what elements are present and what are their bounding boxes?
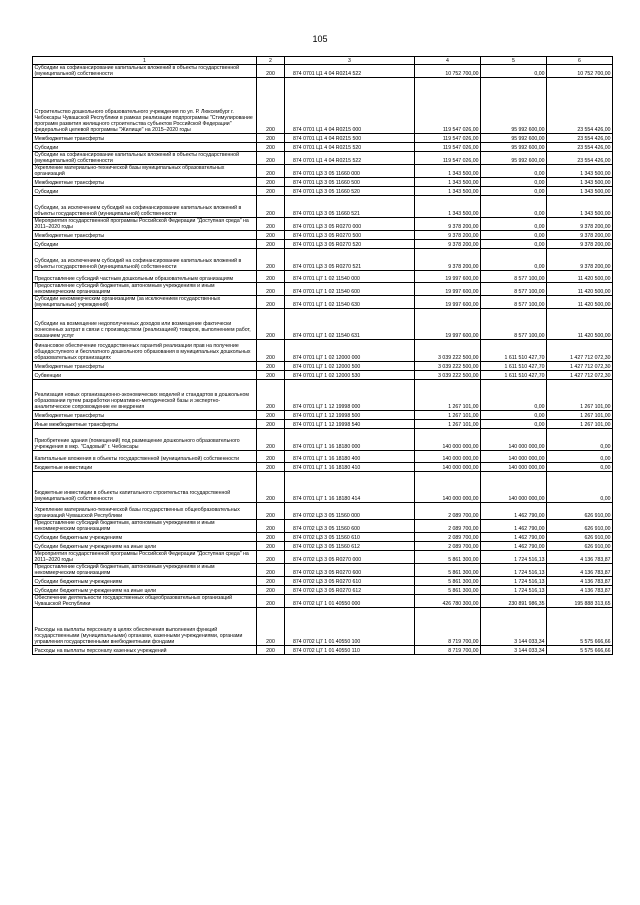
row-unexecuted-amount: 11 420 500,00 xyxy=(547,309,613,340)
row-description: Субсидии xyxy=(33,187,257,196)
row-classification-code: 874 0702 Ц3 3 05 11560 612 xyxy=(285,542,415,551)
table-row xyxy=(33,296,613,309)
table-row xyxy=(33,577,613,586)
row-line-code: 200 xyxy=(257,595,285,608)
row-executed-amount: 0,00 xyxy=(481,65,547,78)
row-executed-amount: 140 000 000,00 xyxy=(481,429,547,451)
table-row xyxy=(33,542,613,551)
row-classification-code: 874 0701 Ц7 1 02 11540 000 xyxy=(285,271,415,283)
row-approved-amount: 9 378 200,00 xyxy=(415,218,481,231)
table-row xyxy=(33,463,613,472)
row-unexecuted-amount: 9 378 200,00 xyxy=(547,231,613,240)
row-executed-amount: 8 577 100,00 xyxy=(481,296,547,309)
table-row xyxy=(33,595,613,608)
table-row xyxy=(33,420,613,429)
table-row xyxy=(33,472,613,503)
row-description: Расходы на выплаты персоналу в целях обеспечения выполнения функций государственными (муниципальными) органами, казенными учреждениями, органами управления государственными внебюджетными фондами xyxy=(33,608,257,646)
row-executed-amount: 8 577 100,00 xyxy=(481,271,547,283)
row-approved-amount: 19 997 600,00 xyxy=(415,271,481,283)
row-description: Мероприятия государственной программы Российской Федерации "Доступная среда" на 2011–2020 годы xyxy=(33,551,257,564)
row-approved-amount: 140 000 000,00 xyxy=(415,463,481,472)
row-executed-amount: 1 462 790,00 xyxy=(481,542,547,551)
row-line-code: 200 xyxy=(257,309,285,340)
row-executed-amount: 95 992 600,00 xyxy=(481,78,547,134)
row-classification-code: 874 0701 Ц7 1 02 11540 631 xyxy=(285,309,415,340)
row-executed-amount: 0,00 xyxy=(481,411,547,420)
row-classification-code: 874 0701 Ц7 1 02 12000 000 xyxy=(285,340,415,362)
row-line-code: 200 xyxy=(257,249,285,271)
row-approved-amount: 5 861 300,00 xyxy=(415,586,481,595)
header-cell: 5 xyxy=(481,57,547,65)
row-description: Обеспечение деятельности государственных общеобразовательных организаций Чувашской Республики xyxy=(33,595,257,608)
header-row xyxy=(33,57,613,65)
row-approved-amount: 9 378 200,00 xyxy=(415,231,481,240)
row-approved-amount: 426 780 300,00 xyxy=(415,595,481,608)
row-executed-amount: 3 144 033,34 xyxy=(481,608,547,646)
row-line-code: 200 xyxy=(257,196,285,218)
row-unexecuted-amount: 9 378 200,00 xyxy=(547,240,613,249)
header-cell: 4 xyxy=(415,57,481,65)
row-line-code: 200 xyxy=(257,420,285,429)
table-row xyxy=(33,283,613,296)
row-executed-amount: 0,00 xyxy=(481,240,547,249)
row-unexecuted-amount: 1 343 500,00 xyxy=(547,187,613,196)
table-row xyxy=(33,380,613,411)
row-unexecuted-amount: 23 554 426,00 xyxy=(547,143,613,152)
table-row xyxy=(33,165,613,178)
row-description: Укрепление материально-технической базы государственных общеобразовательных организаций Чувашской Республики xyxy=(33,503,257,520)
row-description: Межбюджетные трансферты xyxy=(33,411,257,420)
row-unexecuted-amount: 4 136 783,87 xyxy=(547,586,613,595)
table-row xyxy=(33,231,613,240)
table-row xyxy=(33,429,613,451)
row-line-code: 200 xyxy=(257,371,285,380)
row-classification-code: 874 0701 Ц3 3 05 R0270 500 xyxy=(285,231,415,240)
row-approved-amount: 3 039 222 500,00 xyxy=(415,362,481,371)
row-unexecuted-amount: 1 267 101,00 xyxy=(547,380,613,411)
row-approved-amount: 1 267 101,00 xyxy=(415,411,481,420)
row-unexecuted-amount: 10 752 700,00 xyxy=(547,65,613,78)
row-approved-amount: 9 378 200,00 xyxy=(415,240,481,249)
row-executed-amount: 1 462 790,00 xyxy=(481,503,547,520)
row-unexecuted-amount: 4 136 783,87 xyxy=(547,551,613,564)
row-line-code: 200 xyxy=(257,65,285,78)
row-line-code: 200 xyxy=(257,152,285,165)
table-row xyxy=(33,451,613,463)
row-classification-code: 874 0701 Ц7 1 02 12000 530 xyxy=(285,371,415,380)
row-unexecuted-amount: 5 575 666,66 xyxy=(547,608,613,646)
row-description: Субсидии бюджетным учреждениям на иные цели xyxy=(33,542,257,551)
row-classification-code: 874 0701 Ц3 3 05 11660 521 xyxy=(285,196,415,218)
row-classification-code: 874 0702 Ц3 3 05 R0270 600 xyxy=(285,564,415,577)
row-classification-code: 874 0701 Ц7 1 16 18180 000 xyxy=(285,429,415,451)
row-executed-amount: 140 000 000,00 xyxy=(481,463,547,472)
table-row xyxy=(33,411,613,420)
row-unexecuted-amount: 11 420 500,00 xyxy=(547,283,613,296)
row-unexecuted-amount: 11 420 500,00 xyxy=(547,296,613,309)
row-unexecuted-amount: 1 343 500,00 xyxy=(547,165,613,178)
row-unexecuted-amount: 626 910,00 xyxy=(547,533,613,542)
row-approved-amount: 19 997 600,00 xyxy=(415,296,481,309)
row-approved-amount: 19 997 600,00 xyxy=(415,309,481,340)
row-line-code: 200 xyxy=(257,178,285,187)
row-line-code: 200 xyxy=(257,187,285,196)
table-row xyxy=(33,309,613,340)
row-executed-amount: 0,00 xyxy=(481,196,547,218)
row-line-code: 200 xyxy=(257,472,285,503)
row-line-code: 200 xyxy=(257,586,285,595)
row-description: Мероприятия государственной программы Российской Федерации "Доступная среда" на 2011–2020 годы xyxy=(33,218,257,231)
table-row xyxy=(33,134,613,143)
row-classification-code: 874 0701 Ц7 1 16 18180 414 xyxy=(285,472,415,503)
row-approved-amount: 8 719 700,00 xyxy=(415,608,481,646)
row-executed-amount: 1 462 790,00 xyxy=(481,533,547,542)
row-classification-code: 874 0701 Ц7 1 02 12000 500 xyxy=(285,362,415,371)
row-classification-code: 874 0701 Ц7 1 16 18180 400 xyxy=(285,451,415,463)
table-row xyxy=(33,78,613,134)
row-executed-amount: 1 611 510 427,70 xyxy=(481,371,547,380)
row-approved-amount: 3 039 222 500,00 xyxy=(415,340,481,362)
row-approved-amount: 9 378 200,00 xyxy=(415,249,481,271)
row-line-code: 200 xyxy=(257,429,285,451)
row-classification-code: 874 0702 Ц7 1 01 40550 000 xyxy=(285,595,415,608)
row-unexecuted-amount: 9 378 200,00 xyxy=(547,249,613,271)
row-unexecuted-amount: 23 554 426,00 xyxy=(547,78,613,134)
row-classification-code: 874 0701 Ц7 1 02 11540 600 xyxy=(285,283,415,296)
table-row xyxy=(33,362,613,371)
row-approved-amount: 2 089 700,00 xyxy=(415,542,481,551)
row-executed-amount: 230 891 986,35 xyxy=(481,595,547,608)
row-unexecuted-amount: 4 136 783,87 xyxy=(547,564,613,577)
row-classification-code: 874 0702 Ц7 1 01 40550 110 xyxy=(285,646,415,655)
row-classification-code: 874 0702 Ц3 3 05 R0270 000 xyxy=(285,551,415,564)
row-approved-amount: 1 343 500,00 xyxy=(415,178,481,187)
table-row xyxy=(33,143,613,152)
row-description: Предоставление субсидий частным дошкольным образовательным организациям xyxy=(33,271,257,283)
row-unexecuted-amount: 1 267 101,00 xyxy=(547,420,613,429)
row-executed-amount: 140 000 000,00 xyxy=(481,472,547,503)
row-description: Субсидии бюджетным учреждениям xyxy=(33,577,257,586)
row-unexecuted-amount: 626 910,00 xyxy=(547,520,613,533)
row-description: Субсидии на софинансирование капитальных вложений в объекты государственной (муниципальной) собственности xyxy=(33,65,257,78)
row-approved-amount: 119 547 026,00 xyxy=(415,143,481,152)
row-description: Бюджетные инвестиции xyxy=(33,463,257,472)
row-unexecuted-amount: 5 575 666,66 xyxy=(547,646,613,655)
row-classification-code: 874 0701 Ц1 4 04 R0215 000 xyxy=(285,78,415,134)
row-executed-amount: 140 000 000,00 xyxy=(481,451,547,463)
table-row xyxy=(33,564,613,577)
row-approved-amount: 8 719 700,00 xyxy=(415,646,481,655)
table-row xyxy=(33,240,613,249)
row-line-code: 200 xyxy=(257,296,285,309)
budget-table xyxy=(32,56,613,655)
row-description: Приобретение здания (помещений) под размещение дошкольного образовательного учреждения в мкр. "Садовый" г. Чебоксары xyxy=(33,429,257,451)
row-approved-amount: 2 089 700,00 xyxy=(415,533,481,542)
row-description: Субсидии на софинансирование капитальных вложений в объекты государственной (муниципальной) собственности xyxy=(33,152,257,165)
row-classification-code: 874 0702 Ц3 3 05 11560 600 xyxy=(285,520,415,533)
row-classification-code: 874 0701 Ц3 3 05 R0270 000 xyxy=(285,218,415,231)
row-executed-amount: 0,00 xyxy=(481,218,547,231)
row-approved-amount: 119 547 026,00 xyxy=(415,134,481,143)
row-approved-amount: 119 547 026,00 xyxy=(415,152,481,165)
table-row xyxy=(33,152,613,165)
row-line-code: 200 xyxy=(257,646,285,655)
row-executed-amount: 8 577 100,00 xyxy=(481,283,547,296)
table-row xyxy=(33,271,613,283)
row-executed-amount: 0,00 xyxy=(481,420,547,429)
row-line-code: 200 xyxy=(257,411,285,420)
row-classification-code: 874 0701 Ц1 4 04 R0215 522 xyxy=(285,152,415,165)
row-description: Предоставление субсидий бюджетным, автономным учреждениям и иным некоммерческим организациям xyxy=(33,283,257,296)
row-description: Межбюджетные трансферты xyxy=(33,134,257,143)
row-description: Реализация новых организационно-экономических моделей и стандартов в дошкольном образовании путем разработки нормативно-методической базы и экспертно-аналитическое сопровождение ее внедрения xyxy=(33,380,257,411)
table-row xyxy=(33,503,613,520)
row-description: Предоставление субсидий бюджетным, автономным учреждениям и иным некоммерческим организациям xyxy=(33,520,257,533)
row-approved-amount: 3 039 222 500,00 xyxy=(415,371,481,380)
row-unexecuted-amount: 23 554 426,00 xyxy=(547,134,613,143)
row-unexecuted-amount: 626 910,00 xyxy=(547,503,613,520)
table-row xyxy=(33,249,613,271)
row-approved-amount: 19 997 600,00 xyxy=(415,283,481,296)
row-approved-amount: 1 267 101,00 xyxy=(415,380,481,411)
row-unexecuted-amount: 0,00 xyxy=(547,451,613,463)
table-row xyxy=(33,520,613,533)
row-line-code: 200 xyxy=(257,143,285,152)
row-line-code: 200 xyxy=(257,134,285,143)
row-description: Предоставление субсидий бюджетным, автономным учреждениям и иным некоммерческим организациям xyxy=(33,564,257,577)
row-line-code: 200 xyxy=(257,542,285,551)
row-line-code: 200 xyxy=(257,362,285,371)
row-line-code: 200 xyxy=(257,608,285,646)
table-row xyxy=(33,65,613,78)
row-approved-amount: 140 000 000,00 xyxy=(415,451,481,463)
row-line-code: 200 xyxy=(257,380,285,411)
row-description: Субсидии бюджетным учреждениям xyxy=(33,533,257,542)
row-description: Межбюджетные трансферты xyxy=(33,231,257,240)
table-row xyxy=(33,371,613,380)
row-line-code: 200 xyxy=(257,271,285,283)
table-row xyxy=(33,646,613,655)
row-line-code: 200 xyxy=(257,503,285,520)
row-approved-amount: 5 861 300,00 xyxy=(415,577,481,586)
table-row xyxy=(33,533,613,542)
row-description: Бюджетные инвестиции в объекты капитального строительства государственной (муниципальной) собственности xyxy=(33,472,257,503)
row-description: Субсидии бюджетным учреждениям на иные цели xyxy=(33,586,257,595)
row-approved-amount: 10 752 700,00 xyxy=(415,65,481,78)
row-description: Субвенции xyxy=(33,371,257,380)
row-unexecuted-amount: 1 427 712 072,30 xyxy=(547,362,613,371)
row-line-code: 200 xyxy=(257,283,285,296)
row-approved-amount: 119 547 026,00 xyxy=(415,78,481,134)
row-unexecuted-amount: 11 420 500,00 xyxy=(547,271,613,283)
row-description: Субсидии xyxy=(33,240,257,249)
row-classification-code: 874 0702 Ц3 3 05 11560 610 xyxy=(285,533,415,542)
row-unexecuted-amount: 9 378 200,00 xyxy=(547,218,613,231)
table-row xyxy=(33,196,613,218)
row-classification-code: 874 0701 Ц1 4 04 R0214 522 xyxy=(285,65,415,78)
table-row xyxy=(33,608,613,646)
row-line-code: 200 xyxy=(257,340,285,362)
row-classification-code: 874 0701 Ц3 3 05 11660 000 xyxy=(285,165,415,178)
header-cell: 1 xyxy=(33,57,257,65)
row-executed-amount: 95 992 600,00 xyxy=(481,152,547,165)
row-unexecuted-amount: 195 888 313,65 xyxy=(547,595,613,608)
row-line-code: 200 xyxy=(257,533,285,542)
row-description: Расходы на выплаты персоналу казенных учреждений xyxy=(33,646,257,655)
table-row xyxy=(33,586,613,595)
row-approved-amount: 140 000 000,00 xyxy=(415,429,481,451)
row-unexecuted-amount: 0,00 xyxy=(547,429,613,451)
row-executed-amount: 8 577 100,00 xyxy=(481,309,547,340)
row-classification-code: 874 0702 Ц3 3 05 R0270 612 xyxy=(285,586,415,595)
row-unexecuted-amount: 0,00 xyxy=(547,463,613,472)
row-unexecuted-amount: 626 910,00 xyxy=(547,542,613,551)
row-approved-amount: 5 861 300,00 xyxy=(415,564,481,577)
row-unexecuted-amount: 1 427 712 072,30 xyxy=(547,340,613,362)
row-unexecuted-amount: 23 554 426,00 xyxy=(547,152,613,165)
row-executed-amount: 1 724 516,13 xyxy=(481,551,547,564)
header-cell: 2 xyxy=(257,57,285,65)
row-line-code: 200 xyxy=(257,520,285,533)
row-executed-amount: 1 724 516,13 xyxy=(481,586,547,595)
table-row xyxy=(33,218,613,231)
row-executed-amount: 1 724 516,13 xyxy=(481,577,547,586)
row-classification-code: 874 0701 Ц7 1 02 11540 630 xyxy=(285,296,415,309)
row-classification-code: 874 0702 Ц3 3 05 11560 000 xyxy=(285,503,415,520)
row-approved-amount: 140 000 000,00 xyxy=(415,472,481,503)
row-approved-amount: 2 089 700,00 xyxy=(415,503,481,520)
row-approved-amount: 5 861 300,00 xyxy=(415,551,481,564)
row-approved-amount: 2 089 700,00 xyxy=(415,520,481,533)
row-executed-amount: 1 611 510 427,70 xyxy=(481,340,547,362)
row-unexecuted-amount: 1 267 101,00 xyxy=(547,411,613,420)
page-number: 105 xyxy=(312,34,328,44)
row-classification-code: 874 0701 Ц3 3 05 11660 520 xyxy=(285,187,415,196)
row-executed-amount: 3 144 033,34 xyxy=(481,646,547,655)
row-description: Межбюджетные трансферты xyxy=(33,178,257,187)
row-line-code: 200 xyxy=(257,218,285,231)
table-row xyxy=(33,178,613,187)
row-executed-amount: 0,00 xyxy=(481,165,547,178)
table-row xyxy=(33,187,613,196)
row-classification-code: 874 0701 Ц7 1 12 19998 540 xyxy=(285,420,415,429)
row-line-code: 200 xyxy=(257,240,285,249)
row-classification-code: 874 0701 Ц7 1 12 19998 500 xyxy=(285,411,415,420)
row-approved-amount: 1 267 101,00 xyxy=(415,420,481,429)
row-executed-amount: 95 992 600,00 xyxy=(481,143,547,152)
row-description: Капитальные вложения в объекты государственной (муниципальной) собственности xyxy=(33,451,257,463)
row-line-code: 200 xyxy=(257,551,285,564)
row-description: Межбюджетные трансферты xyxy=(33,362,257,371)
row-unexecuted-amount: 4 136 783,87 xyxy=(547,577,613,586)
table-row xyxy=(33,340,613,362)
row-description: Субсидии, за исключением субсидий на софинансирование капитальных вложений в объекты государственной (муниципальной) собственности xyxy=(33,249,257,271)
row-classification-code: 874 0702 Ц3 3 05 R0270 610 xyxy=(285,577,415,586)
row-unexecuted-amount: 1 343 500,00 xyxy=(547,196,613,218)
row-executed-amount: 1 611 510 427,70 xyxy=(481,362,547,371)
table-row xyxy=(33,551,613,564)
row-description: Укрепление материально-технической базы муниципальных образовательных организаций xyxy=(33,165,257,178)
row-approved-amount: 1 343 500,00 xyxy=(415,187,481,196)
row-classification-code: 874 0701 Ц1 4 04 R0215 520 xyxy=(285,143,415,152)
row-classification-code: 874 0701 Ц7 1 16 18180 410 xyxy=(285,463,415,472)
row-description: Строительство дошкольного образовательного учреждения по ул. Р. Люксембург г. Чебоксары Чувашской Республики в рамках реализации подпрограммы "Стимулирование программ развития жилищного строительства субъектов Российской Федерации" федеральной целевой программы "Жилище" на 2015–2020 годы xyxy=(33,78,257,134)
header-cell: 3 xyxy=(285,57,415,65)
row-executed-amount: 0,00 xyxy=(481,380,547,411)
row-description: Субсидии xyxy=(33,143,257,152)
row-description: Субсидии на возмещение недополученных доходов или возмещение фактически понесенных затрат в связи с производством (реализацией) товаров, выполнением работ, оказанием услуг xyxy=(33,309,257,340)
row-executed-amount: 0,00 xyxy=(481,178,547,187)
row-classification-code: 874 0701 Ц7 1 12 19998 000 xyxy=(285,380,415,411)
row-line-code: 200 xyxy=(257,451,285,463)
row-unexecuted-amount: 1 343 500,00 xyxy=(547,178,613,187)
row-line-code: 200 xyxy=(257,78,285,134)
row-approved-amount: 1 343 500,00 xyxy=(415,165,481,178)
row-classification-code: 874 0702 Ц7 1 01 40550 100 xyxy=(285,608,415,646)
row-classification-code: 874 0701 Ц3 3 05 11660 500 xyxy=(285,178,415,187)
row-unexecuted-amount: 0,00 xyxy=(547,472,613,503)
row-approved-amount: 1 343 500,00 xyxy=(415,196,481,218)
row-line-code: 200 xyxy=(257,463,285,472)
row-description: Субсидии, за исключением субсидий на софинансирование капитальных вложений в объекты государственной (муниципальной) собственности xyxy=(33,196,257,218)
row-executed-amount: 95 992 600,00 xyxy=(481,134,547,143)
row-executed-amount: 0,00 xyxy=(481,249,547,271)
row-executed-amount: 0,00 xyxy=(481,231,547,240)
row-description: Иные межбюджетные трансферты xyxy=(33,420,257,429)
header-cell: 6 xyxy=(547,57,613,65)
row-executed-amount: 1 462 790,00 xyxy=(481,520,547,533)
row-line-code: 200 xyxy=(257,165,285,178)
row-line-code: 200 xyxy=(257,564,285,577)
table-body xyxy=(33,57,613,655)
row-classification-code: 874 0701 Ц3 3 05 R0270 520 xyxy=(285,240,415,249)
row-unexecuted-amount: 1 427 712 072,30 xyxy=(547,371,613,380)
row-description: Субсидии некоммерческим организациям (за исключением государственных (муниципальных) учреждений) xyxy=(33,296,257,309)
row-executed-amount: 1 724 516,13 xyxy=(481,564,547,577)
row-line-code: 200 xyxy=(257,231,285,240)
row-line-code: 200 xyxy=(257,577,285,586)
row-executed-amount: 0,00 xyxy=(481,187,547,196)
row-classification-code: 874 0701 Ц1 4 04 R0215 500 xyxy=(285,134,415,143)
row-description: Финансовое обеспечение государственных гарантий реализации прав на получение общедоступного и бесплатного дошкольного образования в муниципальных дошкольных образовательных организациях xyxy=(33,340,257,362)
row-classification-code: 874 0701 Ц3 3 05 R0270 521 xyxy=(285,249,415,271)
